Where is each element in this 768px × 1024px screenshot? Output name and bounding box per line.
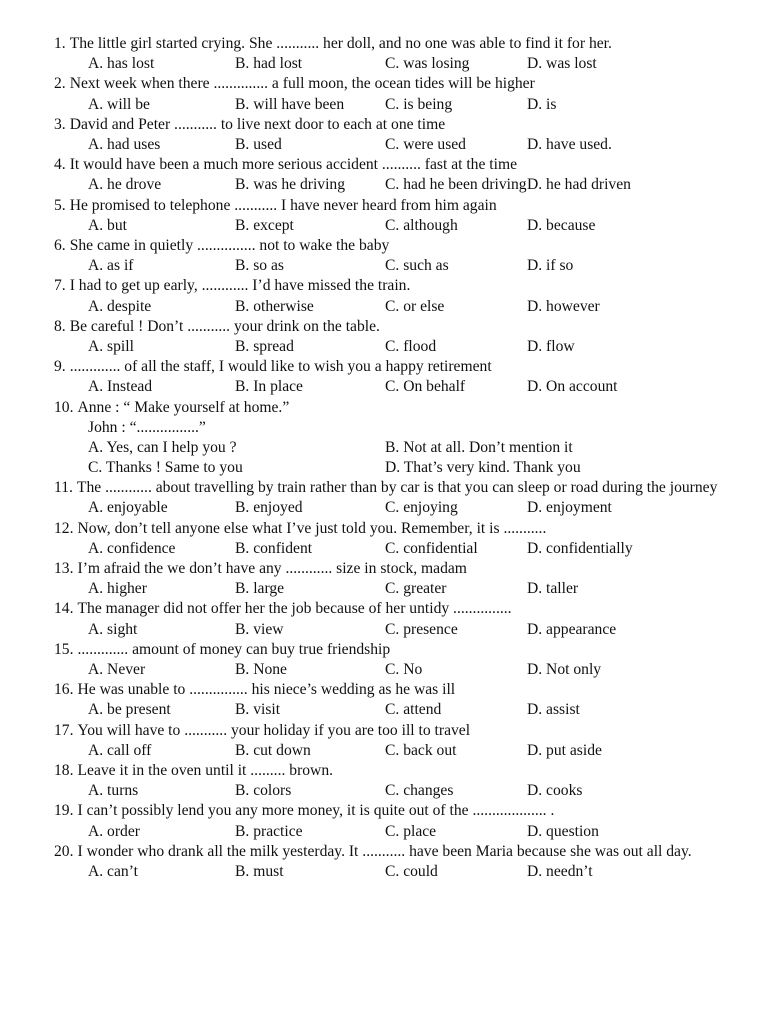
option-c[interactable]: C. enjoying: [385, 499, 458, 517]
question-number: 11.: [54, 479, 73, 497]
option-d[interactable]: D. however: [527, 297, 600, 315]
question-text: Anne : “ Make yourself at home.”: [77, 398, 290, 416]
question-stem: [54, 761, 728, 781]
options-row: [54, 216, 728, 236]
question-number: 19.: [54, 802, 74, 820]
option-b[interactable]: B. confident: [235, 539, 313, 557]
option-b[interactable]: B. otherwise: [235, 297, 314, 315]
dialogue-line: John : “................”: [88, 418, 206, 436]
option-d[interactable]: D. he had driven: [527, 176, 631, 194]
question-text: She came in quietly ............... not to wake the baby: [69, 236, 390, 254]
options-row: [54, 660, 728, 680]
option-a[interactable]: A. but: [88, 216, 127, 234]
option-c[interactable]: C. back out: [385, 741, 457, 759]
option-d[interactable]: D. assist: [527, 701, 580, 719]
question-15: [54, 640, 728, 680]
question-stem: [54, 317, 728, 337]
question-text: The manager did not offer her the job because of her untidy ...............: [77, 600, 512, 618]
question-stem: [54, 640, 728, 660]
option-a[interactable]: A. as if: [88, 257, 134, 275]
option-a[interactable]: A. Yes, can I help you ?: [88, 438, 237, 456]
option-b[interactable]: B. had lost: [235, 55, 303, 73]
question-number: 20.: [54, 842, 74, 860]
option-a[interactable]: A. spill: [88, 337, 134, 355]
question-text: The ............ about travelling by train rather than by car is that you can sleep or road during the journey: [76, 479, 718, 497]
option-c[interactable]: C. No: [385, 661, 423, 679]
option-c[interactable]: C. greater: [385, 580, 447, 598]
option-d[interactable]: D. flow: [527, 337, 575, 355]
question-19: [54, 801, 728, 841]
option-b[interactable]: B. cut down: [235, 741, 311, 759]
options-row: [54, 54, 728, 74]
question-text: Leave it in the oven until it ......... brown.: [77, 762, 334, 780]
options-row: [54, 458, 728, 478]
option-b[interactable]: B. enjoyed: [235, 499, 303, 517]
question-10: [54, 398, 728, 479]
question-stem: [54, 680, 728, 700]
option-b[interactable]: B. Not at all. Don’t mention it: [385, 438, 573, 456]
option-a[interactable]: A. can’t: [88, 863, 138, 880]
option-d[interactable]: D. appearance: [527, 620, 617, 638]
question-stem: [54, 478, 728, 498]
option-c[interactable]: C. flood: [385, 337, 437, 355]
question-text: He promised to telephone ........... I have never heard from him again: [69, 196, 497, 214]
question-18: [54, 761, 728, 801]
question-stem: [54, 236, 728, 256]
options-row: [54, 539, 728, 559]
option-b[interactable]: B. will have been: [235, 95, 345, 113]
option-b[interactable]: B. so as: [235, 257, 284, 275]
question-11: [54, 478, 728, 518]
option-c[interactable]: C. or else: [385, 297, 445, 315]
question-number: 12.: [54, 519, 74, 537]
question-20: [54, 842, 728, 882]
option-c[interactable]: C. is being: [385, 95, 453, 113]
option-d[interactable]: D. needn’t: [527, 863, 593, 880]
option-a[interactable]: A. order: [88, 822, 140, 840]
option-a[interactable]: A. enjoyable: [88, 499, 168, 517]
option-b[interactable]: B. large: [235, 580, 285, 598]
question-text: ............. of all the staff, I would like to wish you a happy retirement: [69, 358, 492, 376]
question-text: I’m afraid the we don’t have any ............ size in stock, madam: [77, 560, 467, 578]
option-d[interactable]: D. confidentially: [527, 539, 633, 557]
question-stem: [54, 115, 728, 135]
option-a[interactable]: A. Never: [88, 661, 146, 679]
options-row: [54, 498, 728, 518]
option-a[interactable]: A. call off: [88, 741, 152, 759]
option-a[interactable]: A. Instead: [88, 378, 153, 396]
options-row: [54, 377, 728, 397]
options-row: [54, 438, 728, 458]
options-row: [54, 822, 728, 842]
option-b[interactable]: B. spread: [235, 337, 294, 355]
question-number: 2.: [54, 75, 66, 93]
option-a[interactable]: A. had uses: [88, 135, 161, 153]
question-text: Now, don’t tell anyone else what I’ve just told you. Remember, it is ...........: [77, 519, 547, 537]
option-c[interactable]: C. although: [385, 216, 458, 234]
option-a[interactable]: A. be present: [88, 701, 171, 719]
question-number: 9.: [54, 358, 66, 376]
option-c[interactable]: C. could: [385, 863, 438, 880]
question-stem: [54, 357, 728, 377]
question-stem: [54, 842, 728, 862]
option-d[interactable]: D. because: [527, 216, 596, 234]
question-stem: [54, 155, 728, 175]
question-stem: [54, 34, 728, 54]
option-b[interactable]: B. except: [235, 216, 294, 234]
question-stem: [54, 196, 728, 216]
option-a[interactable]: A. sight: [88, 620, 138, 638]
options-row: [54, 135, 728, 155]
question-1: [54, 34, 728, 74]
question-stem: [54, 398, 728, 418]
option-d[interactable]: D. cooks: [527, 782, 583, 800]
option-c[interactable]: C. were used: [385, 135, 466, 153]
question-number: 1.: [54, 35, 66, 52]
options-row: [54, 862, 728, 882]
option-b[interactable]: B. practice: [235, 822, 303, 840]
question-number: 18.: [54, 762, 74, 780]
option-a[interactable]: A. turns: [88, 782, 139, 800]
option-b[interactable]: B. view: [235, 620, 284, 638]
option-b[interactable]: B. visit: [235, 701, 281, 719]
question-9: [54, 357, 728, 397]
question-5: [54, 196, 728, 236]
question-number: 7.: [54, 277, 66, 295]
question-text: It would have been a much more serious accident .......... fast at the time: [69, 156, 518, 174]
question-number: 6.: [54, 236, 66, 254]
question-13: [54, 559, 728, 599]
question-text: I can’t possibly lend you any more money, it is quite out of the ................... .: [77, 802, 555, 820]
question-stem: [54, 74, 728, 94]
option-c[interactable]: C. attend: [385, 701, 442, 719]
question-stem: [54, 801, 728, 821]
question-text: Next week when there .............. a full moon, the ocean tides will be higher: [69, 75, 535, 93]
option-b[interactable]: B. was he driving: [235, 176, 346, 194]
option-b[interactable]: B. used: [235, 135, 282, 153]
question-number: 3.: [54, 115, 66, 133]
options-row: [54, 700, 728, 720]
question-number: 14.: [54, 600, 74, 618]
question-text: David and Peter ........... to live next door to each at one time: [69, 115, 446, 133]
option-c[interactable]: C. such as: [385, 257, 449, 275]
option-d[interactable]: D. That’s very kind. Thank you: [385, 459, 581, 477]
option-a[interactable]: A. despite: [88, 297, 152, 315]
option-c[interactable]: C. had he been driving: [385, 176, 527, 194]
options-row: [54, 741, 728, 761]
question-text: I wonder who drank all the milk yesterday. It ........... have been Maria because she was out all day.: [77, 842, 692, 860]
option-a[interactable]: A. higher: [88, 580, 147, 598]
option-d[interactable]: D. On account: [527, 378, 618, 396]
option-c[interactable]: C. was losing: [385, 55, 470, 73]
option-d[interactable]: D. was lost: [527, 55, 597, 73]
option-c[interactable]: C. confidential: [385, 539, 478, 557]
options-row: [54, 297, 728, 317]
options-row: [54, 95, 728, 115]
question-text: He was unable to ............... his niece’s wedding as he was ill: [77, 681, 456, 699]
question-stem: [54, 599, 728, 619]
option-d[interactable]: D. is: [527, 95, 557, 113]
question-stem: [54, 519, 728, 539]
option-b[interactable]: B. In place: [235, 378, 303, 396]
option-c[interactable]: C. changes: [385, 782, 454, 800]
question-number: 17.: [54, 721, 74, 739]
question-12: [54, 519, 728, 559]
option-a[interactable]: A. confidence: [88, 539, 176, 557]
option-d[interactable]: D. Not only: [527, 661, 602, 679]
question-3: [54, 115, 728, 155]
question-text: You will have to ........... your holiday if you are too ill to travel: [77, 721, 471, 739]
options-row: [54, 781, 728, 801]
question-6: [54, 236, 728, 276]
question-stem: [54, 721, 728, 741]
options-row: [54, 337, 728, 357]
option-c[interactable]: C. On behalf: [385, 378, 466, 396]
question-number: 15.: [54, 640, 74, 658]
question-text: ............. amount of money can buy true friendship: [77, 640, 391, 658]
option-d[interactable]: D. have used.: [527, 135, 612, 153]
question-text: The little girl started crying. She ........... her doll, and no one was able to find it for her.: [69, 35, 612, 52]
option-a[interactable]: A. he drove: [88, 176, 162, 194]
option-b[interactable]: B. None: [235, 661, 287, 679]
question-stem: [54, 276, 728, 296]
option-b[interactable]: B. must: [235, 863, 284, 880]
option-c[interactable]: C. presence: [385, 620, 458, 638]
option-b[interactable]: B. colors: [235, 782, 292, 800]
question-4: [54, 155, 728, 195]
question-8: [54, 317, 728, 357]
question-16: [54, 680, 728, 720]
question-2: [54, 74, 728, 114]
question-number: 16.: [54, 681, 74, 699]
options-row: [54, 175, 728, 195]
question-stem: [54, 559, 728, 579]
options-row: [54, 620, 728, 640]
question-number: 8.: [54, 317, 66, 335]
option-a[interactable]: A. will be: [88, 95, 150, 113]
option-d[interactable]: D. question: [527, 822, 599, 840]
question-number: 5.: [54, 196, 66, 214]
question-14: [54, 599, 728, 639]
question-text: I had to get up early, ............ I’d have missed the train.: [69, 277, 411, 295]
options-row: [54, 256, 728, 276]
option-d[interactable]: D. taller: [527, 580, 579, 598]
question-7: [54, 276, 728, 316]
option-c[interactable]: C. place: [385, 822, 437, 840]
options-row: [54, 579, 728, 599]
option-c[interactable]: C. Thanks ! Same to you: [88, 459, 243, 477]
option-d[interactable]: D. enjoyment: [527, 499, 612, 517]
question-text: Be careful ! Don’t ........... your drink on the table.: [69, 317, 380, 335]
question-17: [54, 721, 728, 761]
question-number: 4.: [54, 156, 66, 174]
option-a[interactable]: A. has lost: [88, 55, 155, 73]
question-number: 13.: [54, 560, 74, 578]
question-number: 10.: [54, 398, 74, 416]
option-d[interactable]: D. put aside: [527, 741, 602, 759]
option-d[interactable]: D. if so: [527, 257, 574, 275]
